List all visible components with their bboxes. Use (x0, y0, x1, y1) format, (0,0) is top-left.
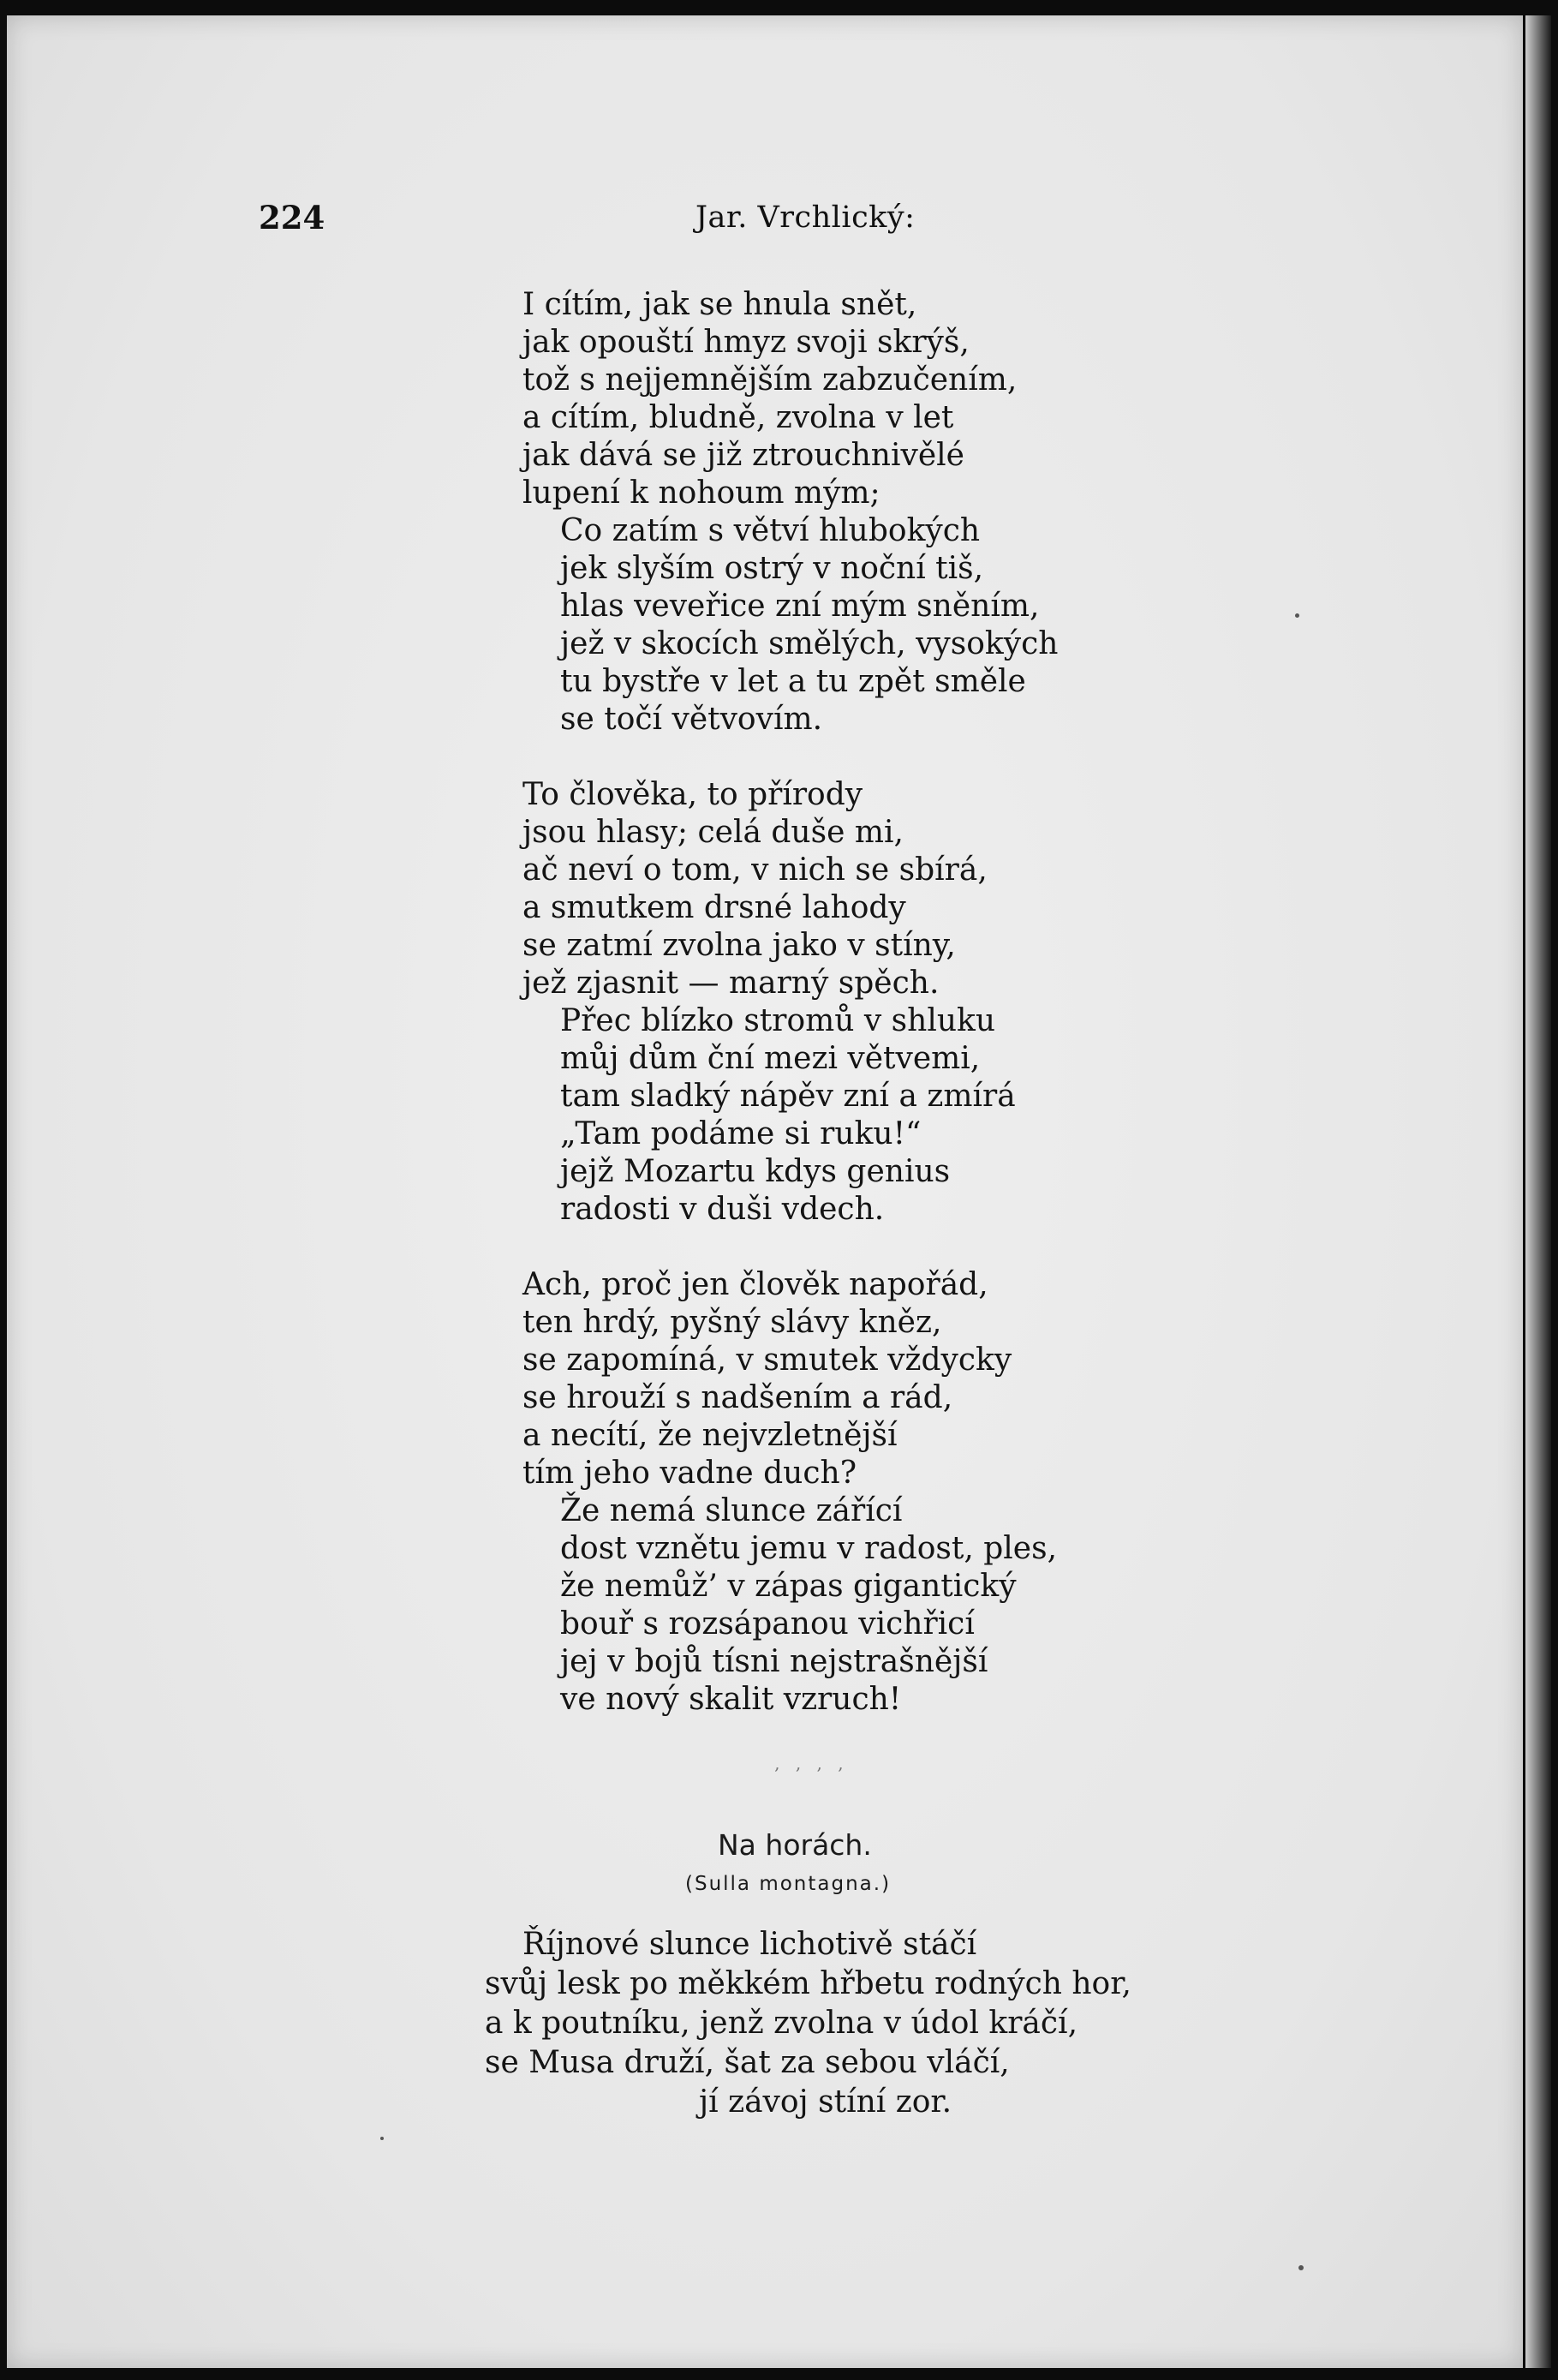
poem-line: I cítím, jak se hnula snět, (522, 287, 917, 322)
poem-line: tož s nejjemnějším zabzučením, (522, 362, 1018, 398)
paper-speck (380, 2137, 384, 2140)
poem-line: tam sladký nápěv zní a zmírá (560, 1079, 1016, 1114)
poem-subtitle: (Sulla montagna.) (685, 1873, 892, 1895)
poem-line: jež v skocích smělých, vysokých (560, 626, 1059, 661)
poem-line: Co zatím s větví hlubokých (560, 513, 981, 548)
poem-line: se zatmí zvolna jako v stíny, (522, 928, 956, 963)
poem-line: ten hrdý, pyšný slávy kněz, (522, 1305, 942, 1340)
poem-line: ač neví o tom, v nich se sbírá, (522, 852, 988, 888)
poem-line: můj dům ční mezi větvemi, (560, 1041, 981, 1076)
poem-line: jež zjasnit — marný spěch. (522, 966, 940, 1001)
poem-line: lupení k nohoum mým; (522, 475, 880, 511)
running-title: Jar. Vrchlický: (695, 200, 916, 235)
poem-line: Přec blízko stromů v shluku (560, 1003, 996, 1038)
poem-line: a necítí, že nejvzletnější (522, 1418, 898, 1453)
poem-line: „Tam podáme si ruku!“ (560, 1116, 922, 1151)
poem-line: hlas veveřice zní mým sněním, (560, 589, 1040, 624)
poem-line: se zapomíná, v smutek vždycky (522, 1342, 1012, 1378)
poem-line: To člověka, to přírody (522, 777, 863, 812)
poem-title: Na horách. (718, 1828, 872, 1862)
page-edge-shadow (1525, 15, 1551, 2368)
poem-line: jejž Mozartu kdys genius (560, 1154, 951, 1189)
poem-line: Že nemá slunce zářící (560, 1493, 903, 1528)
poem-line: se točí větvovím. (560, 702, 823, 737)
poem-line: jej v bojů tísni nejstrašnější (560, 1644, 988, 1679)
poem-line: tu bystře v let a tu zpět směle (560, 664, 1026, 699)
poem-line: radosti v duši vdech. (560, 1192, 885, 1227)
poem-line: se hrouží s nadšením a rád, (522, 1380, 953, 1415)
poem-line: jak opouští hmyz svoji skrýš, (522, 325, 970, 360)
poem-line: dost vznětu jemu v radost, ples, (560, 1531, 1058, 1566)
section-ornament: ‚ ‚ ‚ ‚ (774, 1753, 849, 1773)
poem-line: jí závoj stíní zor. (699, 2084, 952, 2120)
poem-line: tím jeho vadne duch? (522, 1456, 857, 1491)
poem-line: a cítím, bludně, zvolna v let (522, 400, 954, 435)
poem-line: bouř s rozsápanou vichřicí (560, 1606, 975, 1641)
poem-line: se Musa druží, šat za sebou vláčí, (485, 2045, 1010, 2080)
poem-line: Ach, proč jen člověk napořád, (522, 1267, 988, 1302)
poem-line: jsou hlasy; celá duše mi, (522, 815, 904, 850)
poem-line: že nemůž’ v zápas gigantický (560, 1569, 1017, 1604)
poem-line: svůj lesk po měkkém hřbetu rodných hor, (485, 1966, 1131, 2001)
poem-line: ve nový skalit vzruch! (560, 1682, 902, 1717)
poem-line: a k poutníku, jenž zvolna v údol kráčí, (485, 2006, 1078, 2041)
poem-line: Říjnové slunce lichotivě stáčí (522, 1927, 977, 1962)
paper-speck (1295, 613, 1299, 618)
paper-speck (1298, 2265, 1304, 2270)
poem-line: a smutkem drsné lahody (522, 890, 906, 925)
page-number: 224 (259, 199, 325, 236)
poem-line: jak dává se již ztrouchnivělé (522, 438, 964, 473)
poem-line: jek slyším ostrý v noční tiš, (560, 551, 984, 586)
